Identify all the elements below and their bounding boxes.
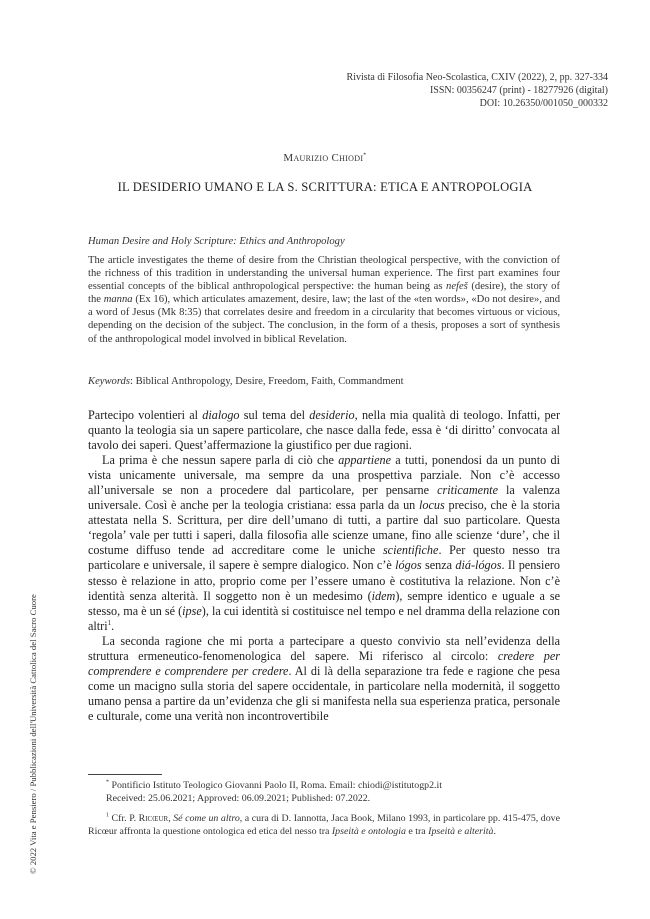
cited-title: Sé come un altro [173,813,240,824]
footnote-author [88,779,560,805]
text: . [493,826,496,838]
emphasis: Ipseità e alterità [428,826,494,838]
emphasis: idem [371,588,396,603]
emphasis: Ipseità e ontologia [331,826,406,838]
english-title: Human Desire and Holy Scripture: Ethics and Anthropology [88,236,345,247]
footnote-line [88,792,560,805]
text: ), sempre identico e uguale a se stesso, ma è un sé ( [88,588,560,618]
journal-citation: Rivista di Filosofia Neo-Scolastica, CXIV (2022), 2, pp. 327-334 [346,72,608,83]
abstract [88,254,560,346]
text: , nella mia qualità di teologo. Infatti, per quanto la teologia sia un sapere particolare, che nasce dalla fede, essa è ‘di diritto’ convocata al tavolo dei saperi. Quest’affermazione la giustifico per due ragioni. [88,408,561,453]
text: a tutti, ponendosi da un punto di vista unicamente universale, ma sempre da una prospettiva parziale. Non c’è accesso all’universale se non a procedere dal particolare, per pensarne [88,453,560,498]
text: Partecipo volentieri al [88,408,203,422]
paragraph [88,408,560,453]
abstract-text: (Ex 16), which articulates amazement, desire, law; the last of the «ten words», «Do not desire», and a word of Jesus (Mk 8:35) that correlates desire and freedom in a circularity that becomes virtuous or vicious, depending on the decision of the subject. The conclusion, in the form of a thesis, proposes a sort of synthesis of the anthropological model involved in biblical Revelation. [88,294,560,345]
journal-header [188,71,608,110]
footnote-1 [88,812,560,838]
emphasis: dialogo [202,408,240,422]
abstract-term: nefeš [446,281,468,293]
keywords [88,376,560,387]
text: ), la cui identità si costituisce nel tempo e nel dramma della relazione con altri [88,603,560,633]
text: , a cura di D. Iannotta, Jaca Book, Milano 1993, in particolare pp. 415-475, dove Ricœur affronta la questione ontologica ed etica del nesso tra [88,813,561,838]
author-name [0,152,650,164]
paragraph [88,453,560,634]
paragraph [88,634,560,724]
keywords-list: : Biblical Anthropology, Desire, Freedom, Faith, Commandment [129,376,404,387]
emphasis: ipse [182,603,202,618]
text: sul tema del [239,408,310,422]
text: preciso, che è la storia attestata nella S. Scrittura, per dire dell’umano di tutti, a partire dal suo particolare. Questa ‘regola’ vale per tutti i saperi, dalla filosofia alle scienze umane, fino alle scienze ‘dure’, che il costume diffuso tende ad accreditare come le uniche [88,498,560,558]
text: . Al di là della separazione tra fede e ragione che pesa come un macigno sulla storia del sapere occidentale, in particolare nella modernità, il soggetto umano pensa a partire da un’evidenza che gli si manifesta nella sua esperienza pratica, personale e culturale, come una verità non incontrovertibile [88,663,560,723]
emphasis: appartiene [338,453,392,468]
emphasis: diá-lógos [455,558,502,573]
affiliation: Pontificio Istituto Teologico Giovanni Paolo II, Roma. Email: chiodi@istitutogp2.it [109,780,442,791]
emphasis: scientifiche [382,543,439,558]
text: La prima è che nessun sapere parla di ciò che [102,453,339,468]
footnote-mark: 1 [106,812,109,819]
journal-doi: DOI: 10.26350/001050_000332 [479,98,608,109]
emphasis: desiderio [309,408,355,422]
cited-author: Ricœur [138,813,169,824]
copyright-sidebar: © 2022 Vita e Pensiero / Pubblicazioni dell'Università Cattolica del Sacro Cuore [28,594,38,874]
author-footnote-mark: * [363,152,367,159]
text: senza [421,558,456,573]
keywords-label: Keywords [88,376,130,387]
article-title: IL DESIDERIO UMANO E LA S. SCRITTURA: ETICA E ANTROPOLOGIA [117,180,533,194]
footnote-ref[interactable]: 1 [107,618,112,627]
emphasis: locus [419,498,445,513]
footnote-mark: * [106,779,109,786]
text: . [111,618,115,633]
emphasis: credere per comprendere e comprendere per credere [88,648,560,678]
emphasis: lógos [395,558,422,573]
text: Cfr. P. [109,813,139,824]
footnote-indent [88,813,106,824]
footnote-line [88,779,560,792]
footnote-rule [88,774,162,775]
body-text [88,408,560,724]
abstract-text: The article investigates the theme of desire from the Christian theological perspective, with the conviction of the richness of this tradition in understanding the universal human experience. The first part examines four essential concepts of the biblical anthropological perspective: the human being as [88,255,560,293]
emphasis: criticamente [437,483,498,498]
text: La seconda ragione che mi porta a partecipare a questo convivio sta nell’evidenza della struttura ermeneutico-fenomenologica del sapere. Mi riferisco al circolo: [88,633,560,663]
text: . Per questo nesso tra particolare e universale, il sapere è sempre dialogico. Non c’è [88,543,560,573]
author-text: Maurizio Chiodi [283,152,364,164]
text: la valenza universale. Così è anche per la teologia cristiana: essa parla da un [88,483,560,513]
text: , [168,813,174,824]
abstract-term: manna [103,294,133,306]
received-dates: Received: 25.06.2021; Approved: 06.09.2021; Published: 07.2022. [106,793,371,805]
text: e tra [405,826,429,838]
abstract-text: (desire), the story of the [88,281,561,306]
text: . Il pensiero stesso è relazione in atto, proprio come per l’essere umano è costitutiva la relazione. Non c’è identità senza alterità. Il soggetto non è un medesimo ( [88,558,561,603]
journal-issn: ISSN: 00356247 (print) - 18277926 (digital) [429,85,608,96]
